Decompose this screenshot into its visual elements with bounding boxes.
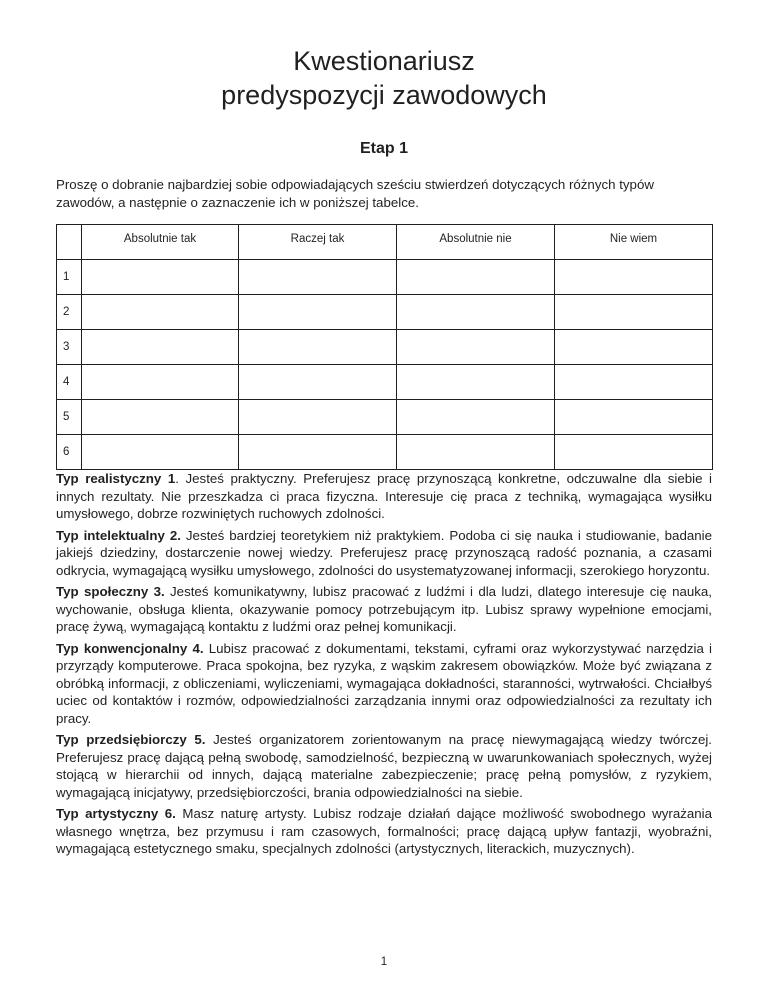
answer-cell[interactable] [239, 365, 397, 400]
answer-cell[interactable] [82, 330, 239, 365]
table-row [57, 400, 713, 435]
page-number: 1 [380, 956, 388, 968]
type-paragraph [56, 640, 712, 728]
answer-cell[interactable] [239, 400, 397, 435]
table-row [57, 435, 713, 470]
answer-table [56, 224, 713, 470]
answer-cell[interactable] [82, 260, 239, 295]
type-text: Lubisz pracować z dokumentami, tekstami, cyframi oraz wykorzystywać narzędzia i przyrządy komputerowe. Praca spokojna, bez ryzyka, z wąskim zakresem obowiązków. Może być związana z obróbką informacji, z obliczeniami, wyliczeniami, wymagająca dokładności, staranności, wytrwałości. Chciałbyś uciec od kontaktów i rozmów, odpowiedzialności zarządzania innymi oraz odpowiedzialności za rezultaty ich pracy. [56, 640, 712, 726]
header-raczej-tak: Raczej tak [239, 225, 397, 260]
type-paragraph [56, 583, 712, 636]
table-row [57, 365, 713, 400]
type-label: Typ przedsiębiorczy 5. [56, 732, 206, 747]
type-label: Typ realistyczny 1 [56, 471, 176, 486]
header-nie-wiem: Nie wiem [555, 225, 713, 260]
answer-cell[interactable] [397, 330, 555, 365]
answer-cell[interactable] [397, 400, 555, 435]
page-title [0, 44, 768, 112]
type-label: Typ artystyczny 6. [56, 806, 176, 821]
type-label: Typ intelektualny 2. [56, 527, 181, 543]
type-text: . Jesteś praktyczny. Preferujesz pracę przynoszącą konkretne, odczuwalne dla siebie i innych rezultaty. Nie przeszkadza ci praca fizyczna. Interesuje cię praca z techniką, wymagająca wysiłku umysłowego, dobrze rozwiniętych ruchowych zdolności. [56, 471, 712, 521]
header-absolutnie-tak: Absolutnie tak [82, 225, 239, 260]
answer-cell[interactable] [555, 435, 713, 470]
answer-cell[interactable] [555, 295, 713, 330]
answer-cell[interactable] [397, 260, 555, 295]
row-number: 5 [57, 400, 82, 435]
answer-cell[interactable] [397, 365, 555, 400]
answer-cell[interactable] [397, 435, 555, 470]
type-paragraph [56, 470, 712, 523]
answer-cell[interactable] [239, 330, 397, 365]
row-number: 1 [57, 260, 82, 295]
intro-text: Proszę o dobranie najbardziej sobie odpowiadających sześciu stwierdzeń dotyczących różnych typów zawodów, a następnie o zaznaczenie ich w poniższej tabelce. [56, 177, 654, 210]
type-label: Typ konwencjonalny 4. [56, 640, 204, 656]
answer-cell[interactable] [82, 400, 239, 435]
answer-cell[interactable] [397, 295, 555, 330]
type-label: Typ społeczny 3. [56, 584, 165, 599]
answer-cell[interactable] [82, 365, 239, 400]
answer-cell[interactable] [555, 365, 713, 400]
stage-heading: Etap 1 [359, 140, 408, 157]
table-row [57, 295, 713, 330]
header-empty [57, 225, 82, 260]
row-number: 2 [57, 295, 82, 330]
answer-cell[interactable] [555, 330, 713, 365]
type-text: Jesteś bardziej teoretykiem niż praktykiem. Podoba ci się nauka i studiowanie, badanie jakiejś dziedziny, dostarczenie nowej wiedzy. Preferujesz pracę przynoszącą radość poznania, a czasami odkrycia, wymagającą wysiłku umysłowego, zdolności do usystematyzowanej informacji, szerokiego horyzontu. [56, 527, 712, 578]
type-text: Jesteś organizatorem zorientowanym na pracę niewymagającą wiedzy twórczej. Preferujesz pracę dającą pełną swobodę, samodzielność, bezpieczną w uwarunkowaniach społecznych, wyżej stojącą w hierarchii od innych, dającą materialne zabezpieczenie; pracę pełną pomysłów, z ryzykiem, wymagającą inicjatywy, przedsiębiorczości, brania odpowiedzialności na siebie. [56, 732, 712, 800]
type-paragraph [56, 527, 712, 580]
title-line-2: predyspozycji zawodowych [221, 80, 547, 110]
answer-cell[interactable] [555, 260, 713, 295]
table-row [57, 330, 713, 365]
header-absolutnie-nie: Absolutnie nie [397, 225, 555, 260]
table-header-row [57, 225, 713, 260]
row-number: 6 [57, 435, 82, 470]
type-text: Masz naturę artysty. Lubisz rodzaje działań dające możliwość swobodnego wyrażania własnego wnętrza, bez przymusu i ram czasowych, formalności; pracę dającą upływ fantazji, wyobraźni, wymagającą estetycznego smaku, specjalnych zdolności (artystycznych, literackich, muzycznych). [56, 806, 712, 856]
type-paragraph [56, 731, 712, 801]
answer-cell[interactable] [555, 400, 713, 435]
row-number: 4 [57, 365, 82, 400]
answer-cell[interactable] [239, 260, 397, 295]
row-number: 3 [57, 330, 82, 365]
table-row [57, 260, 713, 295]
answer-cell[interactable] [82, 295, 239, 330]
type-text: Jesteś komunikatywny, lubisz pracować z ludźmi i dla ludzi, dlatego interesuje cię nauka, wychowanie, obsługa klienta, okazywanie pomocy potrzebującym itp. Lubisz sprawy wypełnione emocjami, pracę żywą, wymagającą kontaktu z ludźmi oraz pełnej komunikacji. [56, 584, 712, 634]
title-line-1: Kwestionariusz [293, 46, 475, 76]
type-descriptions [56, 470, 712, 862]
answer-cell[interactable] [239, 295, 397, 330]
type-paragraph [56, 805, 712, 858]
answer-cell[interactable] [239, 435, 397, 470]
answer-cell[interactable] [82, 435, 239, 470]
